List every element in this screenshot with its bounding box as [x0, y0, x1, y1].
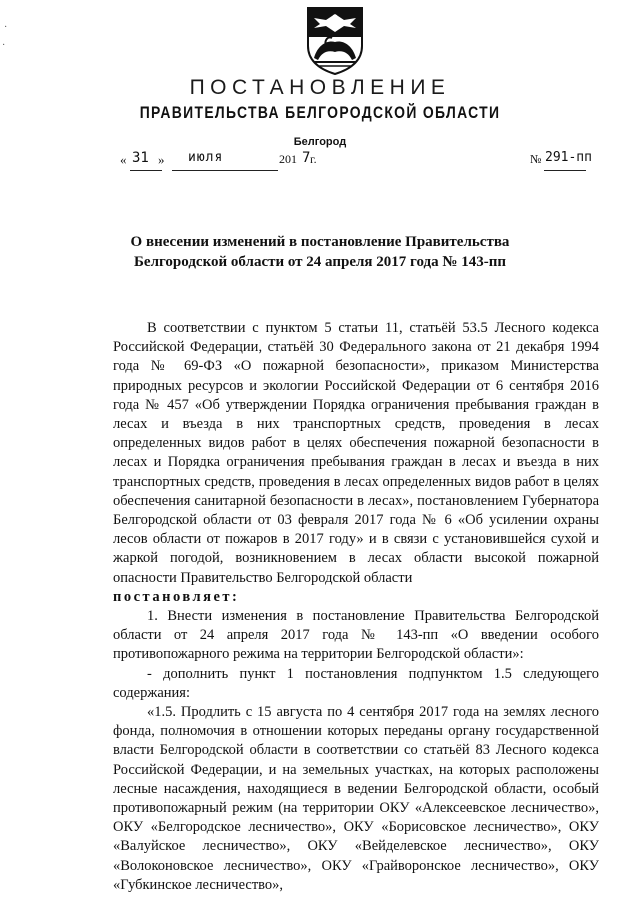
item-1-5-paragraph: «1.5. Продлить с 15 августа по 4 сентября 2017 года на землях лесного фонда, полномочия в отношении которых переданы органу государственной власти Белгородской области в соответствии со статьёй 83 Лесного кодекса Российской Федерации, и на земельных участках, на которых расположены лесные насаждения, находящиеся в ведении Белгородской области, особый противопожарный режим (на территории ОКУ «Алексеевское лесничество», ОКУ «Белгородское лесничество», ОКУ «Борисовское лесничество», ОКУ «Валуйское лесничество», ОКУ «Вейделевское лесничество», ОКУ «Волоконовское лесничество», ОКУ «Грайворонское лесничество», ОКУ «Губкинское лесничество»,	[113, 704, 599, 893]
date-day-underline	[130, 170, 162, 171]
document-body	[113, 319, 599, 895]
scan-mark: ·	[2, 40, 6, 51]
date-open-quote: «	[120, 152, 127, 167]
date-close-quote: »	[158, 152, 165, 167]
document-type-heading: ПОСТАНОВЛЕНИЕ	[189, 76, 451, 99]
number-sign: №	[530, 152, 542, 166]
document-title-line-1: О внесении изменений в постановление Правительства	[130, 234, 510, 250]
date-year-unit: г.	[310, 152, 317, 166]
date-day: 31	[132, 150, 149, 166]
date-month: июля	[188, 150, 224, 165]
item-1-subparagraph: - дополнить пункт 1 постановления подпунктом 1.5 следующего содержания:	[113, 665, 599, 701]
date-year-prefix: 201	[279, 152, 297, 166]
document-number: 291-пп	[545, 150, 592, 165]
document-title-line-2: Белгородской области от 24 апреля 2017 года № 143-пп	[134, 254, 506, 270]
document-number-underline	[544, 170, 586, 171]
scan-mark: ·	[4, 22, 8, 33]
item-1-paragraph: 1. Внести изменения в постановление Правительства Белгородской области от 24 апреля 2017 года № 143-пп «О введении особого противопожарного режима на территории Белгородской области»:	[113, 608, 599, 663]
date-year-suffix: 7	[302, 150, 311, 166]
city-label: Белгород	[293, 136, 347, 148]
coat-of-arms-emblem	[304, 6, 366, 76]
document-title	[90, 232, 550, 272]
date-month-underline	[172, 170, 278, 171]
preamble-paragraph: В соответствии с пунктом 5 статьи 11, статьёй 53.5 Лесного кодекса Российской Федерации, статьёй 30 Федерального закона от 21 декабря 1994 года № 69-ФЗ «О пожарной безопасности», приказом Министерства природных ресурсов и экологии Российской Федерации от 6 сентября 2016 года № 457 «Об утверждении Порядка ограничения пребывания граждан в лесах и въезда в них транспортных средств, проведения в лесах определенных видов работ в целях обеспечения пожарной безопасности в лесах и Порядка ограничения пребывания граждан в лесах и въезда в них транспортных средств, проведения в лесах определенных видов работ в целях обеспечения санитарной безопасности в лесах», постановлением Губернатора Белгородской области от 03 февраля 2017 года № 6 «Об усилении охраны лесов области от пожаров в 2017 году» и в связи с установившейся сухой и жаркой погодой, возникновением в лесах области высокой пожарной опасности Правительство Белгородской области	[113, 320, 599, 586]
decree-word: постановляет:	[113, 588, 240, 605]
issuing-authority-heading: ПРАВИТЕЛЬСТВА БЕЛГОРОДСКОЙ ОБЛАСТИ	[139, 103, 501, 122]
